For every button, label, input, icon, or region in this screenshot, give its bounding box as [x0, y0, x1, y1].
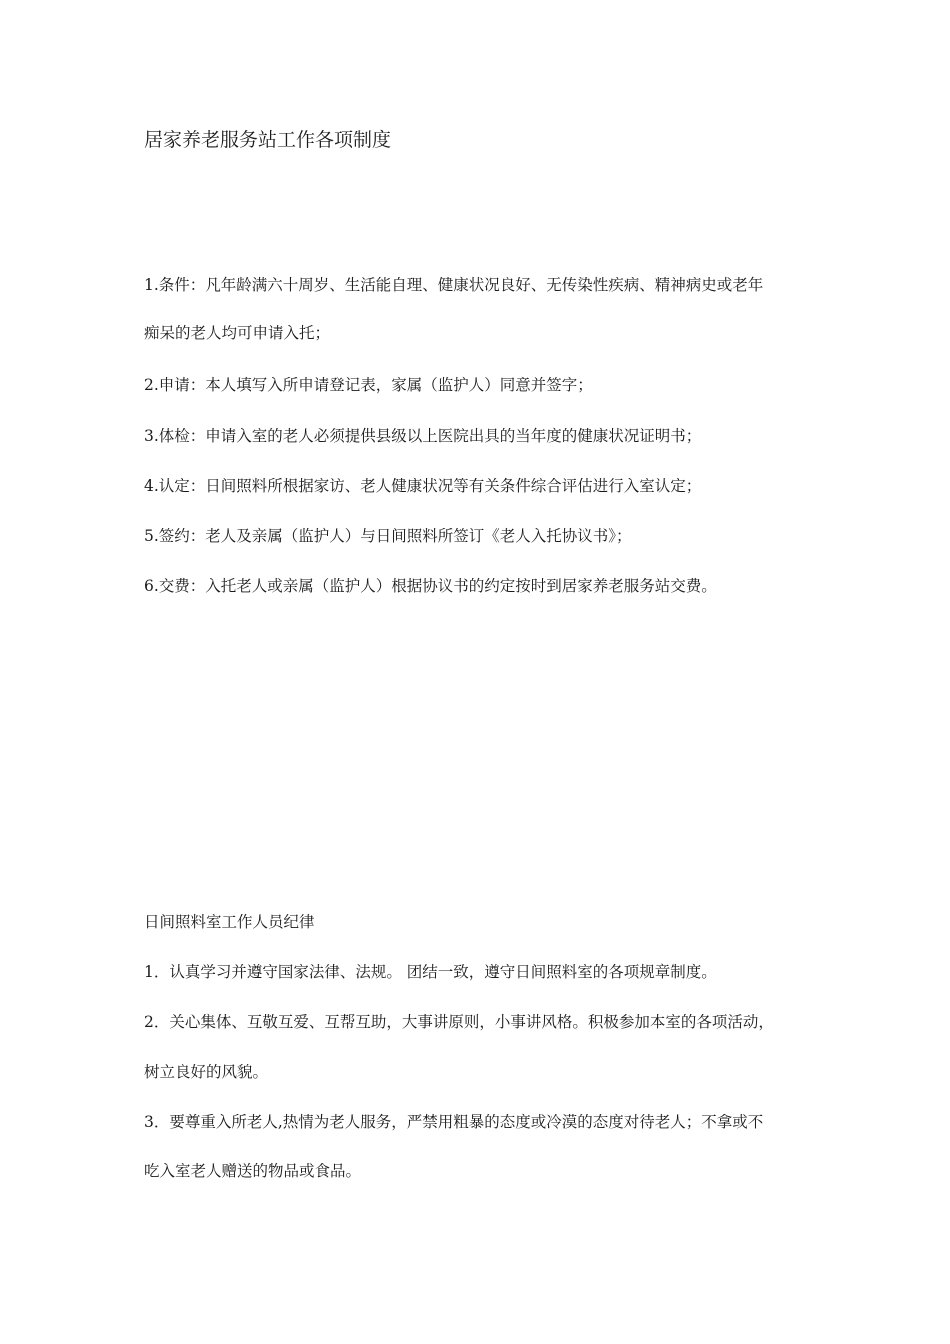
- section2-line-4: 3．要尊重入所老人,热情为老人服务，严禁用粗暴的态度或冷漠的态度对待老人；不拿或不: [144, 1113, 764, 1131]
- section1-line-2: 痴呆的老人均可申请入托；: [144, 324, 331, 342]
- section1-line-7: 6.交费：入托老人或亲属（监护人）根据协议书的约定按时到居家养老服务站交费。: [144, 577, 717, 595]
- section2-line-5: 吃入室老人赠送的物品或食品。: [144, 1162, 362, 1180]
- section2-title: 日间照料室工作人员纪律: [144, 913, 315, 931]
- section1-line-3: 2.申请：本人填写入所申请登记表，家属（监护人）同意并签字；: [144, 376, 593, 394]
- section2-line-1: 1．认真学习并遵守国家法律、法规。 团结一致，遵守日间照料室的各项规章制度。: [144, 963, 717, 981]
- section2-line-2: 2．关心集体、互敬互爱、互帮互助，大事讲原则，小事讲风格。积极参加本室的各项活动，: [144, 1013, 774, 1031]
- section1-title: 居家养老服务站工作各项制度: [144, 129, 392, 151]
- section2-line-3: 树立良好的风貌。: [144, 1063, 269, 1081]
- section1-line-6: 5.签约：老人及亲属（监护人）与日间照料所签订《老人入托协议书》；: [144, 527, 632, 545]
- section1-line-4: 3.体检：申请入室的老人必须提供县级以上医院出具的当年度的健康状况证明书；: [144, 427, 702, 445]
- section1-line-1: 1.条件：凡年龄满六十周岁、生活能自理、健康状况良好、无传染性疾病、精神病史或老年: [144, 276, 764, 294]
- section1-line-5: 4.认定：日间照料所根据家访、老人健康状况等有关条件综合评估进行入室认定；: [144, 477, 702, 495]
